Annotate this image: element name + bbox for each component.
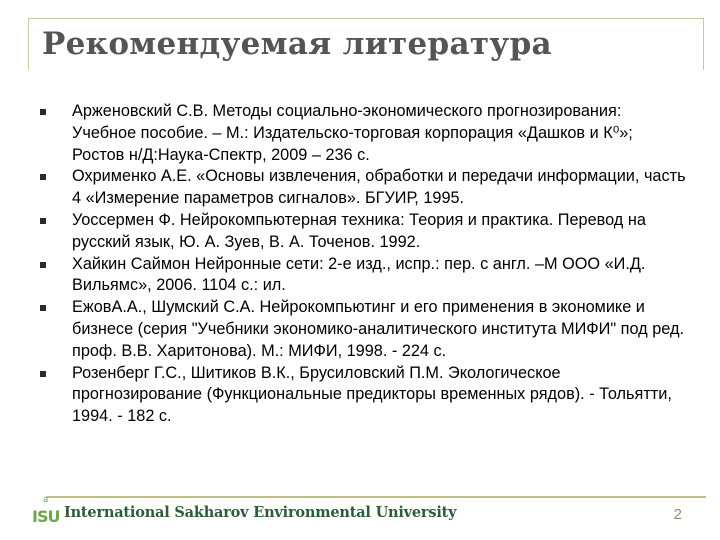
- reference-item: [36, 254, 686, 298]
- logo-letters: ISU: [32, 507, 60, 526]
- title-frame-top: [28, 18, 704, 19]
- square-bullet-icon: [40, 218, 46, 224]
- reference-text: Арженовский С.В. Методы социально-экономического прогнозирования: Учебное пособие. – М.: Издательско-торговая корпорация «Дашков и К⁰»; Ростов н/Д:Наука-Спектр, 2009 – 236 с.: [72, 102, 633, 164]
- title-frame-right: [703, 18, 704, 70]
- square-bullet-icon: [40, 174, 46, 180]
- university-name: International Sakharov Environmental University: [64, 504, 457, 521]
- reference-text: Охрименко А.Е. «Основы извлечения, обработки и передачи информации, часть 4 «Измерение параметров сигналов». БГУИР, 1995.: [72, 167, 686, 208]
- square-bullet-icon: [40, 371, 46, 377]
- slide-title: Рекомендуемая литература: [42, 26, 552, 62]
- square-bullet-icon: [40, 305, 46, 311]
- reference-item: [36, 166, 686, 210]
- page-number: 2: [673, 506, 682, 523]
- reference-item: [36, 101, 686, 166]
- logo-small-letter: a: [43, 495, 49, 505]
- reference-text: ЕжовА.А., Шумский С.А. Нейрокомпьютинг и его применения в экономике и бизнесе (серия "Учебники экономико-аналитического института МИФИ" под ред. проф. В.В. Харитонова). М.: МИФИ, 1998. - 224 с.: [72, 298, 684, 360]
- reference-text: Уоссермен Ф. Нейрокомпьютерная техника: Теория и практика. Перевод на русский язык, Ю. А. Зуев, В. А. Точенов. 1992.: [72, 210, 646, 251]
- square-bullet-icon: [40, 262, 46, 268]
- reference-list: [36, 101, 686, 428]
- reference-item: [36, 363, 686, 428]
- reference-text: Хайкин Саймон Нейронные сети: 2-е изд., испр.: пер. с англ. –М ООО «И.Д. Вильямс», 2006. 1104 с.: ил.: [72, 254, 646, 295]
- title-frame-left: [28, 18, 29, 70]
- reference-item: [36, 210, 686, 254]
- reference-text: Розенберг Г.С., Шитиков В.К., Брусиловский П.М. Экологическое прогнозирование (Функциональные предикторы временных рядов). - Тольятти, 1994. - 182 с.: [72, 363, 672, 426]
- footer-rule: [46, 496, 706, 498]
- reference-item: [36, 297, 686, 362]
- university-logo-icon: [30, 488, 60, 528]
- square-bullet-icon: [40, 109, 46, 115]
